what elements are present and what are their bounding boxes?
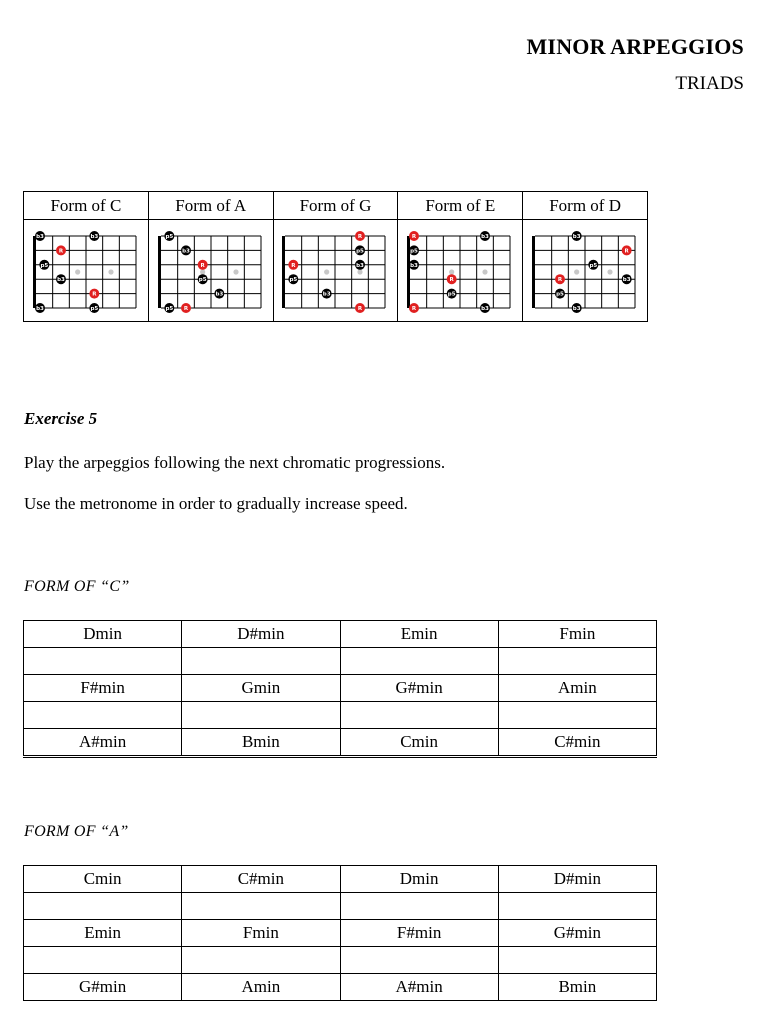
chord-cell: F#min: [24, 675, 182, 702]
fretboard-diagram: [30, 228, 142, 314]
chord-cell: F#min: [340, 920, 498, 947]
svg-text:p5: p5: [198, 276, 207, 283]
chord-cell: C#min: [498, 729, 656, 757]
svg-text:b3: b3: [572, 305, 581, 312]
fretboard-diagram: [279, 228, 391, 314]
svg-text:b3: b3: [323, 291, 332, 298]
root-note-dot: [181, 303, 191, 313]
chord-cell: D#min: [498, 866, 656, 893]
chord-cell: Bmin: [498, 974, 656, 1001]
svg-text:R: R: [58, 247, 64, 254]
note-dot: [35, 303, 45, 313]
fret-marker: [325, 269, 330, 274]
note-dot: [480, 231, 490, 241]
progression-table: [23, 620, 657, 758]
fretboard-diagram: [404, 228, 516, 314]
page-title: MINOR ARPEGGIOS: [526, 34, 744, 59]
nut: [158, 236, 161, 308]
fretboard-cell: [273, 220, 398, 322]
empty-cell: [24, 947, 182, 974]
fret-marker: [358, 269, 363, 274]
empty-cell: [24, 648, 182, 675]
svg-text:R: R: [92, 291, 97, 298]
empty-cell: [182, 947, 340, 974]
empty-cell: [182, 893, 340, 920]
instruction-text: Use the metronome in order to gradually increase speed.: [24, 494, 408, 513]
svg-text:R: R: [412, 305, 417, 312]
empty-cell: [24, 702, 182, 729]
note-dot: [89, 231, 99, 241]
svg-text:b3: b3: [36, 233, 44, 240]
chord-cell: Fmin: [498, 621, 656, 648]
chord-cell: Emin: [24, 920, 182, 947]
note-dot: [409, 245, 419, 255]
svg-text:b3: b3: [481, 233, 490, 240]
note-dot: [355, 259, 365, 269]
svg-text:b3: b3: [481, 305, 490, 312]
root-note-dot: [355, 303, 365, 313]
empty-cell: [498, 947, 656, 974]
svg-text:b3: b3: [572, 233, 581, 240]
nut: [282, 236, 285, 308]
svg-text:b3: b3: [215, 291, 223, 298]
empty-cell: [182, 702, 340, 729]
form-header: Form of E: [398, 192, 523, 220]
svg-text:b3: b3: [356, 262, 365, 269]
chord-cell: D#min: [182, 621, 340, 648]
section-heading: FORM OF “A”: [24, 823, 129, 840]
svg-text:p5: p5: [589, 262, 598, 269]
note-dot: [622, 274, 632, 284]
root-note-dot: [622, 245, 632, 255]
chord-cell: G#min: [498, 920, 656, 947]
empty-cell: [340, 648, 498, 675]
chord-cell: Amin: [182, 974, 340, 1001]
note-dot: [480, 303, 490, 313]
svg-text:p5: p5: [289, 276, 298, 283]
chord-cell: Cmin: [24, 866, 182, 893]
svg-text:b3: b3: [622, 276, 631, 283]
note-dot: [164, 303, 174, 313]
fretboard-diagram: [529, 228, 641, 314]
svg-text:p5: p5: [165, 305, 173, 312]
nut: [33, 236, 36, 308]
section-heading: FORM OF “C”: [24, 578, 130, 595]
svg-text:b3: b3: [36, 305, 44, 312]
root-note-dot: [197, 259, 207, 269]
svg-text:b3: b3: [181, 247, 190, 254]
fret-marker: [233, 269, 238, 274]
svg-text:p5: p5: [90, 305, 99, 312]
note-dot: [214, 288, 224, 298]
svg-text:p5: p5: [356, 247, 365, 254]
empty-cell: [498, 702, 656, 729]
fret-marker: [574, 269, 579, 274]
note-dot: [447, 288, 457, 298]
note-dot: [322, 288, 332, 298]
note-dot: [572, 231, 582, 241]
note-dot: [355, 245, 365, 255]
root-note-dot: [355, 231, 365, 241]
fret-marker: [483, 269, 488, 274]
chord-cell: A#min: [24, 729, 182, 757]
note-dot: [197, 274, 207, 284]
empty-cell: [182, 648, 340, 675]
chord-cell: G#min: [24, 974, 182, 1001]
fret-marker: [607, 269, 612, 274]
progression-table: [23, 865, 657, 1001]
svg-text:R: R: [449, 276, 455, 283]
chord-cell: Cmin: [340, 729, 498, 757]
note-dot: [164, 231, 174, 241]
note-dot: [56, 274, 66, 284]
svg-text:R: R: [291, 262, 296, 269]
instruction-text: Play the arpeggios following the next chromatic progressions.: [24, 453, 446, 472]
root-note-dot: [409, 231, 419, 241]
chord-cell: G#min: [340, 675, 498, 702]
svg-text:p5: p5: [40, 262, 49, 269]
svg-text:R: R: [358, 233, 363, 240]
fret-marker: [75, 269, 80, 274]
svg-text:R: R: [183, 305, 188, 312]
note-dot: [35, 231, 45, 241]
root-note-dot: [555, 274, 565, 284]
root-note-dot: [409, 303, 419, 313]
svg-text:R: R: [624, 247, 629, 254]
fretboard-cell: [148, 220, 273, 322]
form-header: Form of A: [148, 192, 273, 220]
note-dot: [409, 259, 419, 269]
page-subtitle: TRIADS: [675, 73, 744, 94]
empty-cell: [498, 648, 656, 675]
empty-cell: [340, 893, 498, 920]
chord-cell: A#min: [340, 974, 498, 1001]
svg-text:R: R: [200, 262, 205, 269]
svg-text:R: R: [557, 276, 563, 283]
root-note-dot: [289, 259, 299, 269]
nut: [407, 236, 410, 308]
chord-cell: Amin: [498, 675, 656, 702]
svg-text:p5: p5: [448, 291, 456, 298]
svg-text:b3: b3: [90, 233, 99, 240]
exercise-title: Exercise 5: [24, 409, 98, 428]
svg-text:R: R: [412, 233, 417, 240]
chord-cell: Gmin: [182, 675, 340, 702]
forms-table: [23, 191, 648, 322]
note-dot: [555, 288, 565, 298]
note-dot: [181, 245, 191, 255]
form-header: Form of C: [24, 192, 149, 220]
svg-text:p5: p5: [410, 247, 419, 254]
fret-marker: [200, 269, 205, 274]
chord-cell: C#min: [182, 866, 340, 893]
fretboard-cell: [523, 220, 648, 322]
fretboard-cell: [24, 220, 149, 322]
fretboard-cell: [398, 220, 523, 322]
note-dot: [39, 259, 49, 269]
chord-cell: Emin: [340, 621, 498, 648]
chord-cell: Bmin: [182, 729, 340, 757]
chord-cell: Dmin: [24, 621, 182, 648]
empty-cell: [24, 893, 182, 920]
svg-text:p5: p5: [556, 291, 564, 298]
note-dot: [89, 303, 99, 313]
chord-cell: Dmin: [340, 866, 498, 893]
note-dot: [572, 303, 582, 313]
svg-text:R: R: [358, 305, 363, 312]
root-note-dot: [447, 274, 457, 284]
fretboard-diagram: [155, 228, 267, 314]
svg-text:b3: b3: [410, 262, 419, 269]
form-header: Form of D: [523, 192, 648, 220]
svg-text:p5: p5: [165, 233, 173, 240]
empty-cell: [498, 893, 656, 920]
chord-cell: Fmin: [182, 920, 340, 947]
svg-text:b3: b3: [57, 276, 65, 283]
nut: [532, 236, 535, 308]
empty-cell: [340, 947, 498, 974]
empty-cell: [340, 702, 498, 729]
form-header: Form of G: [273, 192, 398, 220]
fret-marker: [108, 269, 113, 274]
note-dot: [588, 259, 598, 269]
fret-marker: [449, 269, 454, 274]
root-note-dot: [56, 245, 66, 255]
root-note-dot: [89, 288, 99, 298]
note-dot: [289, 274, 299, 284]
